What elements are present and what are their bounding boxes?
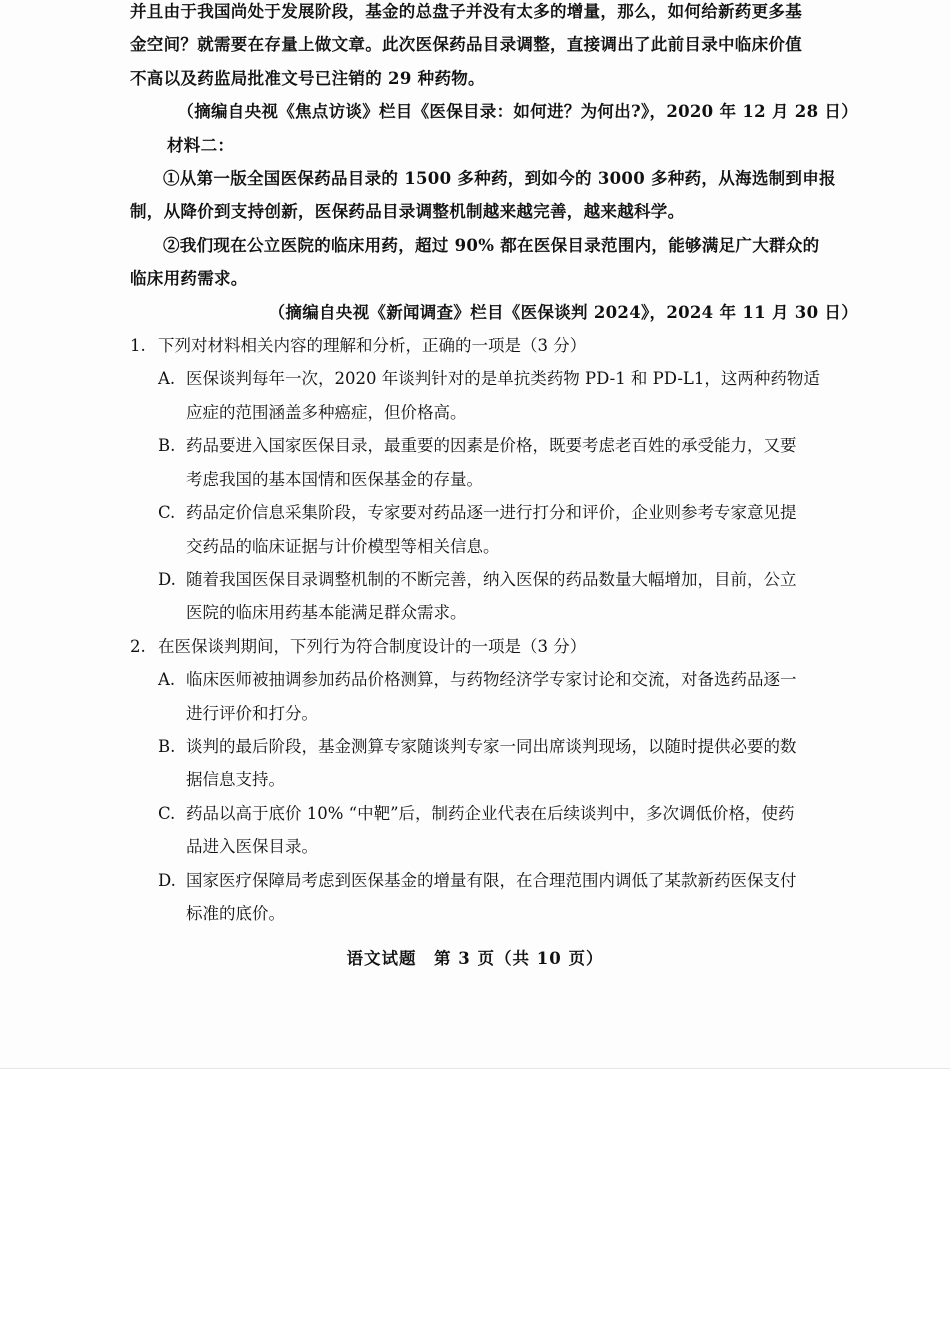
passage-line: 并且由于我国尚处于发展阶段，基金的总盘子并没有太多的增量，那么，如何给新药更多基	[130, 2, 802, 21]
paragraph-1-line: ①从第一版全国医保药品目录的 1500 多种药，到如今的 3000 多种药，从海选制到申报	[163, 169, 836, 189]
material-two-heading: 材料二：	[167, 135, 235, 155]
option-key: B.	[158, 436, 176, 456]
question-1-option-c	[130, 496, 858, 563]
paragraph-2-line: 临床用药需求。	[130, 269, 248, 289]
question-2-option-c	[130, 797, 858, 864]
question-1-stem	[130, 329, 858, 362]
question-text: 在医保谈判期间，下列行为符合制度设计的一项是（3 分）	[158, 636, 587, 656]
question-number: 2.	[130, 636, 146, 656]
option-line: 据信息支持。	[186, 770, 285, 790]
question-1-option-b	[130, 429, 858, 496]
option-line: 考虑我国的基本国情和医保基金的存量。	[186, 469, 483, 489]
option-line: 进行评价和打分。	[186, 703, 318, 723]
page-content	[130, 0, 858, 930]
passage-line: 不高以及药监局批准文号已注销的 29 种药物。	[130, 68, 485, 88]
option-line: 国家医疗保障局考虑到医保基金的增量有限，在合理范围内调低了某款新药医保支付	[186, 870, 797, 890]
question-text: 下列对材料相关内容的理解和分析，正确的一项是（3 分）	[158, 336, 587, 356]
option-key: D.	[158, 569, 176, 589]
option-key: D.	[158, 870, 176, 890]
option-line: 应症的范围涵盖多种癌症，但价格高。	[186, 402, 467, 422]
option-key: A.	[158, 670, 176, 690]
option-line: 品进入医保目录。	[186, 837, 318, 857]
page-footer: 语文试题 第 3 页（共 10 页）	[346, 949, 604, 968]
option-key: C.	[158, 803, 176, 823]
question-2-option-d	[130, 864, 858, 931]
question-1-option-a	[130, 362, 858, 429]
option-line: 谈判的最后阶段，基金测算专家随谈判专家一同出席谈判现场，以随时提供必要的数	[186, 736, 797, 756]
option-line: 标准的底价。	[186, 903, 285, 923]
option-key: B.	[158, 736, 176, 756]
option-line: 临床医师被抽调参加药品价格测算，与药物经济学专家讨论和交流，对备选药品逐一	[186, 670, 797, 690]
question-1-option-d	[130, 563, 858, 630]
option-line: 随着我国医保目录调整机制的不断完善，纳入医保的药品数量大幅增加，目前，公立	[186, 569, 797, 589]
option-line: 医保谈判每年一次，2020 年谈判针对的是单抗类药物 PD-1 和 PD-L1，这两种药物适	[186, 369, 820, 389]
option-line: 药品要进入国家医保目录，最重要的因素是价格，既要考虑老百姓的承受能力，又要	[186, 436, 797, 456]
paragraph-2-line: ②我们现在公立医院的临床用药，超过 90% 都在医保目录范围内，能够满足广大群众的	[163, 235, 820, 255]
question-2-option-a	[130, 663, 858, 730]
question-2-option-b	[130, 730, 858, 797]
question-number: 1.	[130, 336, 146, 356]
option-key: C.	[158, 503, 176, 523]
passage-line: 金空间？就需要在存量上做文章。此次医保药品目录调整，直接调出了此前目录中临床价值	[130, 35, 802, 55]
question-2-stem	[130, 630, 858, 663]
option-line: 交药品的临床证据与计价模型等相关信息。	[186, 536, 500, 556]
source-citation-1: （摘编自央视《焦点访谈》栏目《医保目录：如何进？为何出?》，2020 年 12 月 28 日）	[177, 102, 858, 122]
paragraph-1-line: 制，从降价到支持创新，医保药品目录调整机制越来越完善，越来越科学。	[130, 202, 685, 222]
source-citation-2: （摘编自央视《新闻调查》栏目《医保谈判 2024》，2024 年 11 月 30 日）	[268, 302, 858, 322]
option-key: A.	[158, 369, 176, 389]
option-line: 药品定价信息采集阶段，专家要对药品逐一进行打分和评价，企业则参考专家意见提	[186, 503, 797, 523]
option-line: 药品以高于底价 10% “中靶”后，制药企业代表在后续谈判中，多次调低价格，使药	[186, 803, 795, 823]
option-line: 医院的临床用药基本能满足群众需求。	[186, 603, 467, 623]
